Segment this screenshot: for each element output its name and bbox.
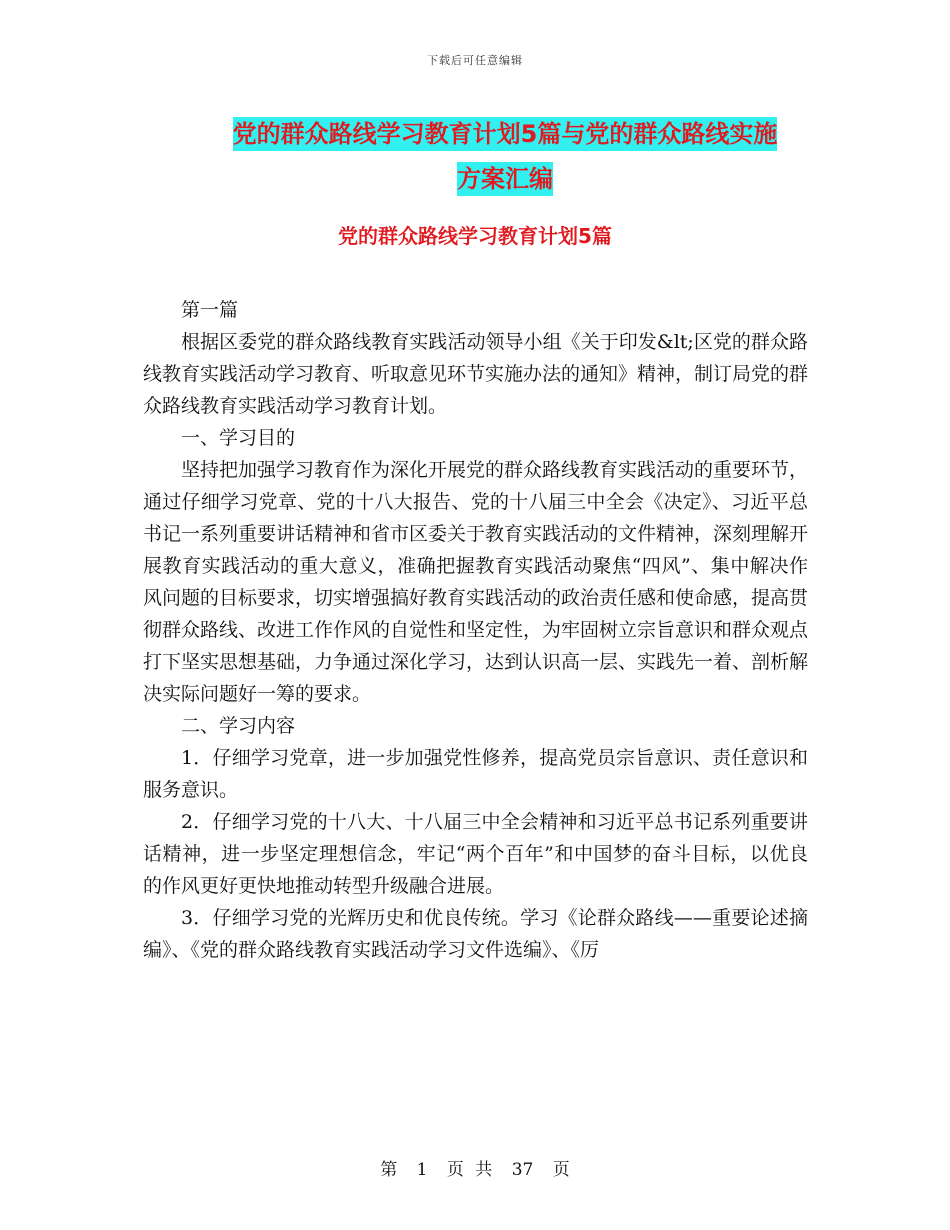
body-text: [143, 294, 808, 966]
footer-page-number: 1: [416, 1160, 428, 1180]
paragraph: 根据区委党的群众路线教育实践活动领导小组《关于印发&lt;区党的群众路线教育实践活动学习教育、听取意见环节实施办法的通知》精神，制订局党的群众路线教育实践活动学习教育计划。: [143, 331, 809, 417]
list-item: 1．仔细学习党章，进一步加强党性修养，提高党员宗旨意识、责任意识和服务意识。: [143, 747, 808, 801]
section-heading: 一、学习目的: [181, 427, 296, 449]
page-header-note: 下载后可任意编辑: [427, 54, 523, 67]
footer-suffix: 页: [552, 1160, 570, 1180]
page-footer: [0, 1155, 950, 1180]
document-title-line-1: 党的群众路线学习教育计划5篇与党的群众路线实施: [233, 117, 778, 151]
paragraph: 坚持把加强学习教育作为深化开展党的群众路线教育实践活动的重要环节，通过仔细学习党章、党的十八大报告、党的十八届三中全会《决定》、习近平总书记一系列重要讲话精神和省市区委关于教育实践活动的文件精神，深刻理解开展教育实践活动的重大意义，准确把握教育实践活动聚焦“四风”、集中解决作风问题的目标要求，切实增强搞好教育实践活动的政治责任感和使命感，提高贯彻群众路线、改进工作作风的自觉性和坚定性，为牢固树立宗旨意识和群众观点打下坚实思想基础，力争通过深化学习，达到认识高一层、实践先一着、剖析解决实际问题好一筹的要求。: [143, 459, 809, 705]
section-title: 党的群众路线学习教育计划5篇: [338, 224, 612, 248]
paragraph-chapter-label: 第一篇: [181, 299, 239, 321]
footer-prefix: 第: [380, 1160, 398, 1180]
footer-middle: 页 共: [446, 1160, 493, 1180]
list-item: 3．仔细学习党的光辉历史和优良传统。学习《论群众路线——重要论述摘编》、《党的群众路线教育实践活动学习文件选编》、《厉: [143, 907, 808, 961]
document-title: [195, 112, 815, 202]
list-item: 2．仔细学习党的十八大、十八届三中全会精神和习近平总书记系列重要讲话精神，进一步坚定理想信念，牢记“两个百年”和中国梦的奋斗目标，以优良的作风更好更快地推动转型升级融合进展。: [143, 811, 808, 897]
document-title-line-2: 方案汇编: [457, 162, 553, 196]
section-heading: 二、学习内容: [181, 715, 296, 737]
footer-total-pages: 37: [511, 1160, 534, 1180]
